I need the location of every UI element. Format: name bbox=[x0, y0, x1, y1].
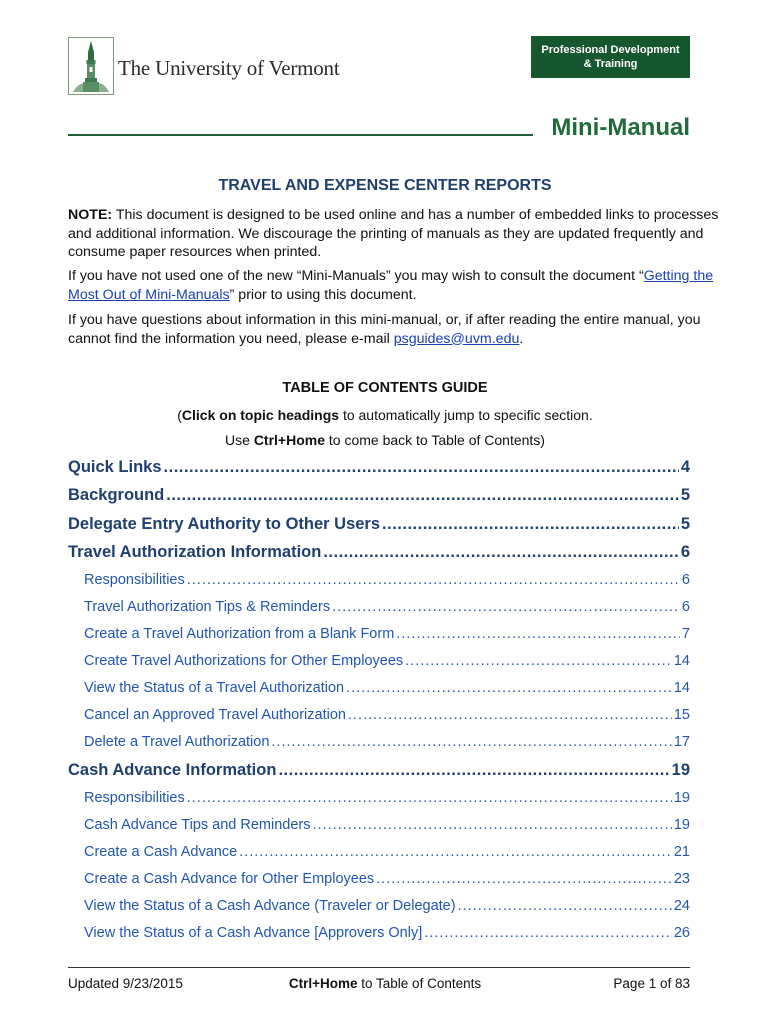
toc-entry-label: Responsibilities bbox=[84, 790, 185, 806]
toc-instruction-2 bbox=[0, 432, 770, 448]
manual-type-heading: Mini-Manual bbox=[551, 114, 690, 141]
tower-icon bbox=[69, 38, 113, 94]
toc-leader-dots bbox=[239, 844, 672, 860]
toc-instruction-1-rest: to automatically jump to specific section. bbox=[339, 407, 593, 423]
toc-leader-dots bbox=[348, 707, 672, 723]
toc-instruction-2-rest: to come back to Table of Contents) bbox=[325, 432, 545, 448]
toc-entry-cash-advance[interactable] bbox=[68, 761, 690, 780]
toc-entry-page: 26 bbox=[673, 925, 690, 941]
toc-entry-page: 7 bbox=[681, 626, 690, 642]
toc-entry-ca-create-others[interactable] bbox=[84, 871, 690, 887]
toc-leader-dots bbox=[382, 515, 679, 534]
toc-entry-label: Cancel an Approved Travel Authorization bbox=[84, 707, 346, 723]
toc-entry-delegate-entry[interactable] bbox=[68, 515, 690, 534]
badge-line2: & Training bbox=[583, 58, 638, 70]
toc-leader-dots bbox=[164, 458, 679, 477]
toc-entry-page: 23 bbox=[673, 871, 690, 887]
toc-entry-label: Cash Advance Information bbox=[68, 761, 277, 779]
contact-paragraph bbox=[68, 311, 728, 348]
toc-entry-label: Create a Cash Advance for Other Employees bbox=[84, 871, 375, 887]
toc-entry-background[interactable] bbox=[68, 486, 690, 505]
toc-entry-page: 5 bbox=[680, 515, 690, 533]
toc-entry-quick-links[interactable] bbox=[68, 458, 690, 477]
toc-entry-ta-responsibilities[interactable] bbox=[84, 572, 690, 588]
university-name: The University of Vermont bbox=[118, 56, 340, 80]
footer-home-key: Ctrl+Home bbox=[288, 976, 358, 991]
note-text: This document is designed to be used online and has a number of embedded links to processes and additional information. We discourage the printing of manuals as they are updated frequently and consume paper resources when printed. bbox=[68, 207, 719, 260]
toc-entry-page: 14 bbox=[673, 653, 690, 669]
toc-leader-dots bbox=[376, 871, 672, 887]
toc-entry-page: 6 bbox=[680, 543, 690, 561]
toc-entry-label: View the Status of a Cash Advance [Approvers Only] bbox=[84, 925, 423, 941]
toc-entry-label: Delete a Travel Authorization bbox=[84, 734, 270, 750]
toc-leader-dots bbox=[187, 790, 672, 806]
para2-text-a: If you have not used one of the new “Mini-Manuals” you may wish to consult the document “ bbox=[68, 268, 644, 284]
toc-entry-label: Travel Authorization Information bbox=[68, 543, 322, 561]
toc-entry-page: 6 bbox=[681, 599, 690, 615]
toc-entry-label: Cash Advance Tips and Reminders bbox=[84, 817, 311, 833]
toc-entry-label: Quick Links bbox=[68, 458, 162, 476]
toc-entry-label: Background bbox=[68, 486, 165, 504]
toc-leader-dots bbox=[424, 925, 672, 941]
toc-entry-label: Create a Travel Authorization from a Blank Form bbox=[84, 626, 395, 642]
toc-leader-dots bbox=[458, 898, 672, 914]
toc-instruction-1-open: ( bbox=[177, 407, 182, 423]
footer-divider bbox=[68, 967, 690, 968]
toc-entry-page: 14 bbox=[673, 680, 690, 696]
toc-instruction-1-bold: Click on topic headings bbox=[181, 407, 340, 423]
department-badge bbox=[531, 36, 690, 78]
para3-text-a: If you have questions about information in this mini-manual, or, if after reading the entire manual, you cannot find the information you need, please e-mail bbox=[68, 312, 701, 347]
header-divider bbox=[68, 134, 533, 136]
toc-entry-label: Delegate Entry Authority to Other Users bbox=[68, 515, 381, 533]
mini-manual-paragraph bbox=[68, 267, 728, 304]
para2-text-b: ” prior to using this document. bbox=[229, 286, 417, 303]
toc-instruction-1 bbox=[0, 407, 770, 423]
badge-line1: Professional Development bbox=[541, 44, 680, 56]
toc-entry-label: Create a Cash Advance bbox=[84, 844, 238, 860]
toc-entry-page: 5 bbox=[680, 486, 690, 504]
email-link[interactable]: psguides@uvm.edu bbox=[393, 330, 520, 347]
toc-entry-ta-delete[interactable] bbox=[84, 734, 690, 750]
toc-leader-dots bbox=[278, 761, 669, 780]
toc-entry-page: 19 bbox=[673, 817, 690, 833]
toc-entry-ta-cancel[interactable] bbox=[84, 707, 690, 723]
toc-entry-page: 6 bbox=[681, 572, 690, 588]
toc-entry-travel-authorization[interactable] bbox=[68, 543, 690, 562]
toc-entry-page: 24 bbox=[673, 898, 690, 914]
footer-home-text: to Table of Contents bbox=[357, 976, 482, 991]
toc-instruction-2-open: Use bbox=[225, 432, 254, 448]
toc-leader-dots bbox=[271, 734, 671, 750]
footer-page-number: Page 1 of 83 bbox=[613, 976, 690, 991]
toc-leader-dots bbox=[187, 572, 680, 588]
toc-entry-label: View the Status of a Cash Advance (Traveler or Delegate) bbox=[84, 898, 456, 914]
toc-leader-dots bbox=[313, 817, 672, 833]
toc-entry-ca-view-status-approvers[interactable] bbox=[84, 925, 690, 941]
toc-guide-title: TABLE OF CONTENTS GUIDE bbox=[282, 380, 488, 396]
toc-entry-page: 4 bbox=[680, 458, 690, 476]
document-title: TRAVEL AND EXPENSE CENTER REPORTS bbox=[218, 177, 552, 194]
toc-entry-page: 19 bbox=[673, 790, 690, 806]
para3-text-b: . bbox=[519, 330, 524, 347]
note-paragraph bbox=[68, 206, 728, 262]
toc-entry-ca-tips[interactable] bbox=[84, 817, 690, 833]
toc-leader-dots bbox=[166, 486, 679, 505]
toc-entry-ca-create[interactable] bbox=[84, 844, 690, 860]
toc-entry-ta-tips[interactable] bbox=[84, 599, 690, 615]
toc-entry-label: Travel Authorization Tips & Reminders bbox=[84, 599, 331, 615]
toc-leader-dots bbox=[332, 599, 680, 615]
toc-leader-dots bbox=[323, 543, 678, 562]
toc-entry-page: 15 bbox=[673, 707, 690, 723]
toc-entry-ta-create-others[interactable] bbox=[84, 653, 690, 669]
toc-entry-ca-responsibilities[interactable] bbox=[84, 790, 690, 806]
toc-entry-page: 21 bbox=[673, 844, 690, 860]
uvm-logo bbox=[68, 37, 114, 95]
toc-instruction-2-bold: Ctrl+Home bbox=[253, 432, 325, 448]
toc-entry-page: 17 bbox=[673, 734, 690, 750]
toc-leader-dots bbox=[405, 653, 672, 669]
footer-updated: Updated 9/23/2015 bbox=[68, 976, 183, 991]
toc-entry-ta-view-status[interactable] bbox=[84, 680, 690, 696]
toc-entry-ca-view-status-traveler[interactable] bbox=[84, 898, 690, 914]
toc-entry-label: View the Status of a Travel Authorization bbox=[84, 680, 345, 696]
toc-leader-dots bbox=[396, 626, 680, 642]
getting-most-link[interactable]: Getting the Most Out of Mini-Manuals bbox=[68, 268, 714, 303]
toc-entry-label: Responsibilities bbox=[84, 572, 185, 588]
toc-leader-dots bbox=[346, 680, 672, 696]
toc-entry-ta-create-blank[interactable] bbox=[84, 626, 690, 642]
toc-entry-label: Create Travel Authorizations for Other Employees bbox=[84, 653, 404, 669]
toc-entry-page: 19 bbox=[671, 761, 690, 779]
note-label: NOTE: bbox=[68, 207, 113, 223]
